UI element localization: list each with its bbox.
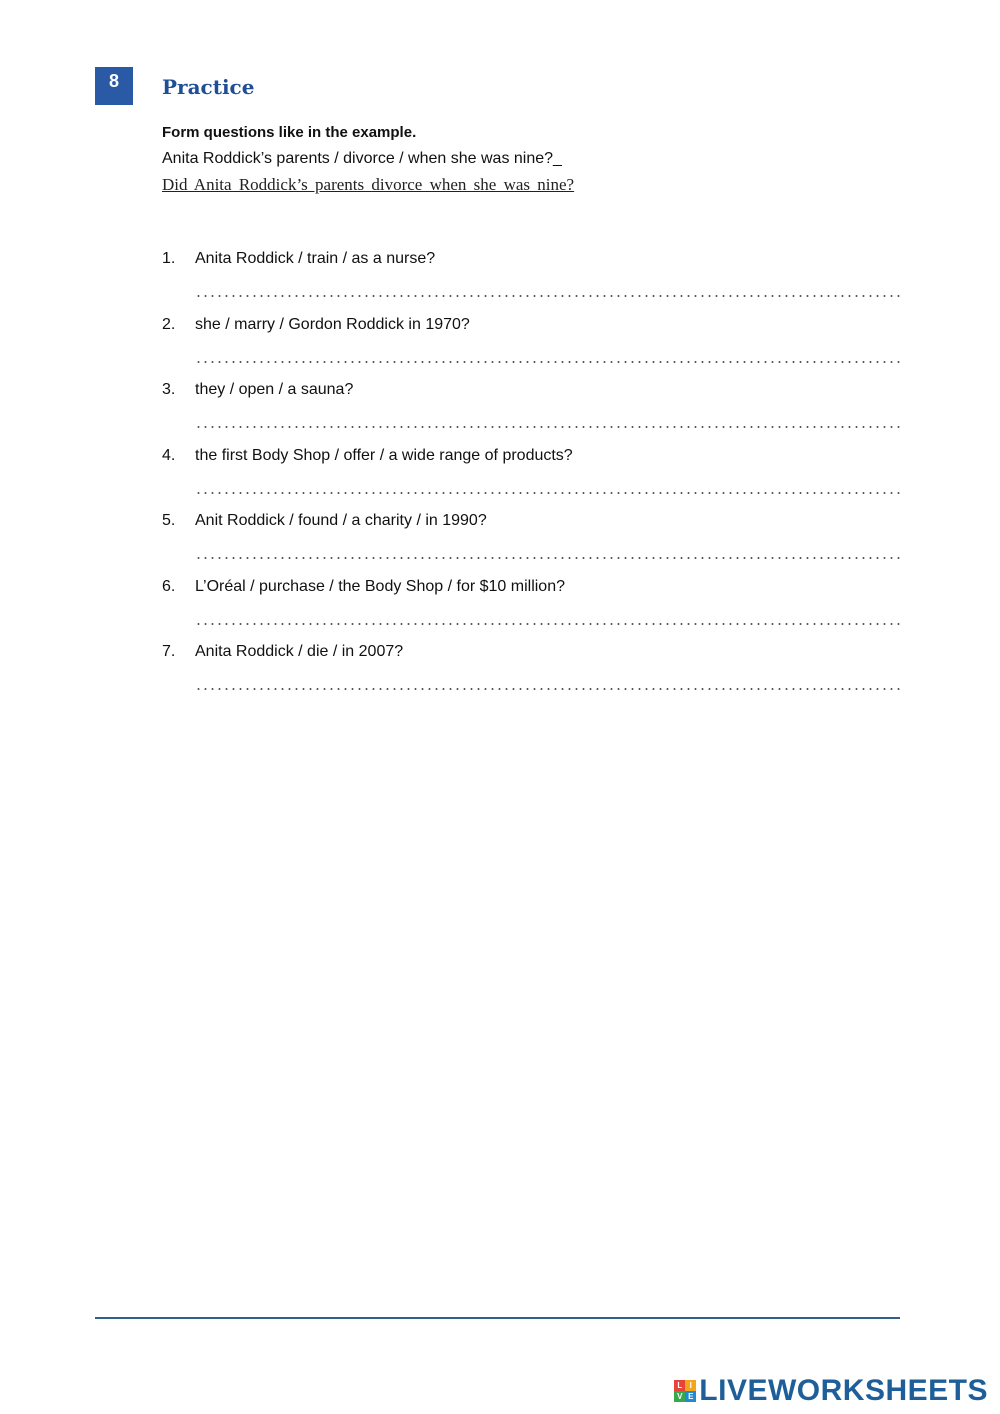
question-number: 1.	[162, 250, 176, 267]
answer-field[interactable]	[195, 547, 900, 561]
brand-icon-letter: L	[674, 1380, 685, 1391]
question-number: 6.	[162, 578, 176, 595]
question-item	[162, 512, 902, 572]
example-prompt: Anita Roddick’s parents / divorce / when she was nine?_	[162, 150, 562, 167]
question-number: 3.	[162, 381, 176, 398]
brand-icon-letter: V	[674, 1391, 685, 1402]
answer-field[interactable]	[195, 482, 900, 496]
question-item	[162, 447, 902, 507]
liveworksheets-icon	[674, 1380, 696, 1402]
question-prompt: she / marry / Gordon Roddick in 1970?	[195, 316, 470, 333]
answer-field[interactable]	[195, 613, 900, 627]
answer-field[interactable]	[195, 678, 900, 692]
question-prompt: Anit Roddick / found / a charity / in 1990?	[195, 512, 487, 529]
question-item	[162, 578, 902, 638]
section-title: Practice	[162, 75, 255, 99]
answer-field[interactable]	[195, 416, 900, 430]
question-prompt: they / open / a sauna?	[195, 381, 354, 398]
question-item	[162, 316, 902, 376]
question-item	[162, 643, 902, 703]
question-prompt: the first Body Shop / offer / a wide range of products?	[195, 447, 573, 464]
brand-icon-letter: I	[685, 1380, 696, 1391]
brand-name: LIVEWORKSHEETS	[699, 1374, 988, 1407]
footer-divider	[95, 1317, 900, 1319]
instruction-text: Form questions like in the example.	[162, 124, 417, 141]
question-item	[162, 250, 902, 310]
example-answer: Did Anita Roddick’s parents divorce when she was nine?	[162, 175, 575, 194]
question-number: 2.	[162, 316, 176, 333]
question-prompt: Anita Roddick / die / in 2007?	[195, 643, 404, 660]
question-prompt: L’Oréal / purchase / the Body Shop / for $10 million?	[195, 578, 565, 595]
question-number: 7.	[162, 643, 176, 660]
brand-icon-letter: E	[685, 1391, 696, 1402]
question-number: 5.	[162, 512, 176, 529]
question-number: 4.	[162, 447, 176, 464]
section-number-badge: 8	[95, 67, 133, 105]
answer-field[interactable]	[195, 351, 900, 365]
answer-field[interactable]	[195, 285, 900, 299]
question-item	[162, 381, 902, 441]
brand-logo	[674, 1374, 988, 1408]
question-prompt: Anita Roddick / train / as a nurse?	[195, 250, 436, 267]
